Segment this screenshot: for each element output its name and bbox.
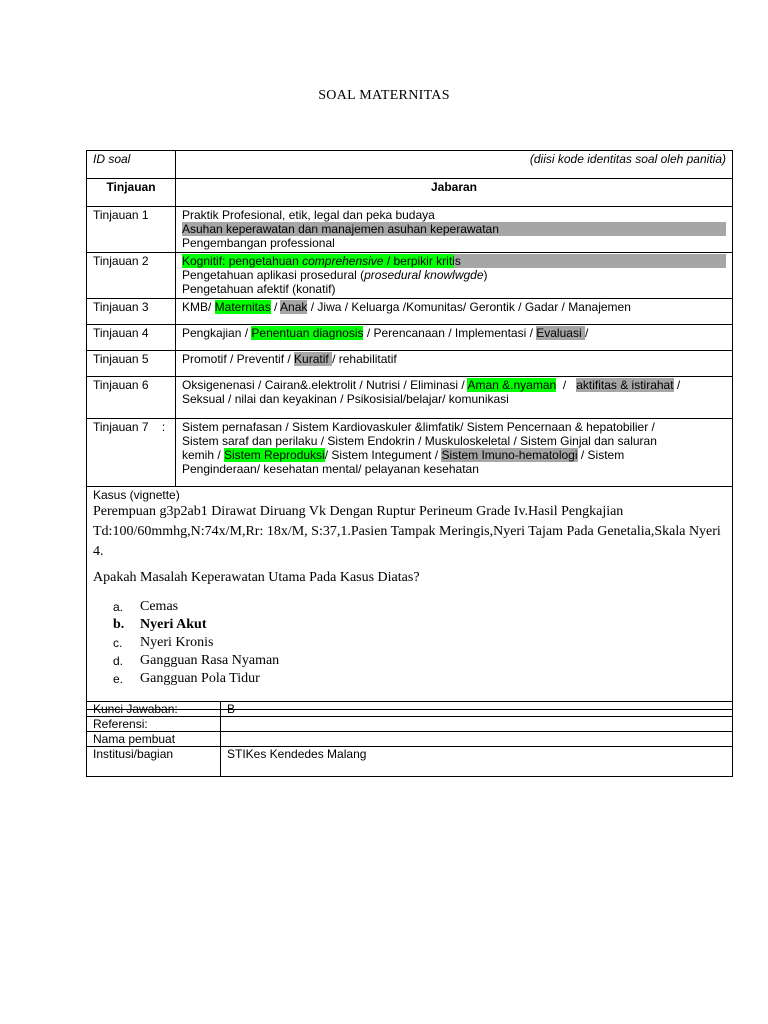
referensi-label: Referensi: bbox=[87, 717, 221, 732]
highlight-maternitas: Maternitas bbox=[214, 300, 271, 314]
case-row bbox=[87, 487, 733, 710]
highlight-evaluasi: Evaluasi bbox=[536, 326, 585, 340]
highlight-sistem-imuno-hematologi: Sistem Imuno-hematologi bbox=[441, 448, 578, 462]
highlight-penentuan-diagnosis: Penentuan diagnosis bbox=[251, 326, 364, 340]
option-b: b. Nyeri Akut bbox=[113, 617, 207, 632]
tinjauan-4-row bbox=[87, 325, 733, 351]
tinjauan-1-line1: Praktik Profesional, etik, legal dan peka budaya bbox=[182, 208, 435, 222]
kunci-row bbox=[87, 702, 733, 717]
kunci-label: Kunci Jawaban: bbox=[87, 702, 221, 717]
institusi-label: Institusi/bagian bbox=[87, 747, 221, 777]
tinjauan-1-row bbox=[87, 207, 733, 253]
tinjauan-5-label: Tinjauan 5 bbox=[87, 351, 176, 377]
id-label: ID soal bbox=[93, 152, 131, 166]
kunci-value: B bbox=[221, 702, 733, 717]
pembuat-value bbox=[221, 732, 733, 747]
tinjauan-6-row bbox=[87, 377, 733, 419]
tinjauan-4-label: Tinjauan 4 bbox=[87, 325, 176, 351]
answer-options bbox=[93, 598, 726, 688]
header-row bbox=[87, 179, 733, 207]
case-cell bbox=[87, 487, 733, 710]
tinjauan-2-row bbox=[87, 253, 733, 299]
tinjauan-2-line1: Kognitif: pengetahuan comprehensive / berpikir kritis bbox=[182, 254, 726, 268]
question-table bbox=[86, 150, 733, 710]
tinjauan-2-line3: Pengetahuan afektif (konatif) bbox=[182, 282, 336, 296]
tinjauan-2-line2: Pengetahuan aplikasi prosedural (prosedural knowlwgde) bbox=[182, 268, 488, 282]
header-tinjauan: Tinjauan bbox=[87, 179, 176, 207]
case-question: Apakah Masalah Keperawatan Utama Pada Kasus Diatas? bbox=[93, 570, 420, 585]
option-e: e. Gangguan Pola Tidur bbox=[113, 671, 260, 686]
institusi-value: STIKes Kendedes Malang bbox=[221, 747, 733, 777]
id-row bbox=[87, 151, 733, 179]
tinjauan-2-content bbox=[176, 253, 733, 299]
highlight-kuratif: Kuratif bbox=[294, 352, 333, 366]
tinjauan-2-label: Tinjauan 2 bbox=[87, 253, 176, 299]
id-label-cell bbox=[87, 151, 176, 179]
pembuat-label: Nama pembuat bbox=[87, 732, 221, 747]
tinjauan-6-label: Tinjauan 6 bbox=[87, 377, 176, 419]
option-a: a. Cemas bbox=[113, 599, 179, 614]
tinjauan-1-line2-highlighted: Asuhan keperawatan dan manajemen asuhan keperawatan bbox=[182, 222, 726, 236]
option-c: c. Nyeri Kronis bbox=[113, 635, 214, 650]
tinjauan-7-label: Tinjauan 7 : bbox=[87, 419, 176, 487]
id-note-cell bbox=[176, 151, 733, 179]
tinjauan-3-content: KMB/ Maternitas / Anak / Jiwa / Keluarga /Komunitas/ Gerontik / Gadar / Manajemen bbox=[176, 299, 733, 325]
tinjauan-5-content: Promotif / Preventif / Kuratif / rehabilitatif bbox=[176, 351, 733, 377]
answer-key-table bbox=[86, 701, 733, 777]
tinjauan-1-line3: Pengembangan professional bbox=[182, 236, 335, 250]
highlight-aktifitas-istirahat: aktifitas & istirahat bbox=[576, 378, 674, 392]
tinjauan-6-content: Oksigenenasi / Cairan&.elektrolit / Nutrisi / Eliminasi / Aman &.nyaman / aktifitas & istirahat / Seksual / nilai dan keyakinan / Psikosisial/belajar/ komunikasi bbox=[176, 377, 733, 419]
pembuat-row bbox=[87, 732, 733, 747]
id-note: (diisi kode identitas soal oleh panitia) bbox=[529, 152, 726, 166]
case-label: Kasus (vignette) bbox=[93, 488, 180, 502]
header-jabaran: Jabaran bbox=[176, 179, 733, 207]
tinjauan-7-row bbox=[87, 419, 733, 487]
tinjauan-3-row bbox=[87, 299, 733, 325]
highlight-anak: Anak bbox=[280, 300, 308, 314]
institusi-row bbox=[87, 747, 733, 777]
tinjauan-4-content: Pengkajian / Penentuan diagnosis / Perencanaan / Implementasi / Evaluasi / bbox=[176, 325, 733, 351]
highlight-aman-nyaman: Aman &.nyaman bbox=[467, 378, 557, 392]
tinjauan-3-label: Tinjauan 3 bbox=[87, 299, 176, 325]
tinjauan-5-row bbox=[87, 351, 733, 377]
referensi-row bbox=[87, 717, 733, 732]
referensi-value bbox=[221, 717, 733, 732]
tinjauan-1-label: Tinjauan 1 bbox=[87, 207, 176, 253]
tinjauan-7-content: Sistem pernafasan / Sistem Kardiovaskuler &limfatik/ Sistem Pencernaan & hepatobilier / Sistem saraf dan perilaku / Sistem Endokrin / Muskuloskeletal / Sistem Ginjal dan saluran kemih / Sistem Reproduksi/ Sistem Integument / Sistem Imuno-hematologi / Sistem Penginderaan/ kesehatan mental/ pelayanan kesehatan bbox=[176, 419, 733, 487]
option-d: d. Gangguan Rasa Nyaman bbox=[113, 653, 280, 668]
tinjauan-1-content bbox=[176, 207, 733, 253]
page-title: SOAL MATERNITAS bbox=[318, 88, 450, 103]
case-text: Perempuan g3p2ab1 Dirawat Diruang Vk Dengan Ruptur Perineum Grade Iv.Hasil Pengkajian Td:100/60mmhg,N:74x/M,Rr: 18x/M, S:37,1.Pasien Tampak Meringis,Nyeri Tajam Pada Genetalia,Skala Nyeri 4. bbox=[93, 504, 721, 559]
highlight-sistem-reproduksi: Sistem Reproduksi bbox=[224, 448, 325, 462]
